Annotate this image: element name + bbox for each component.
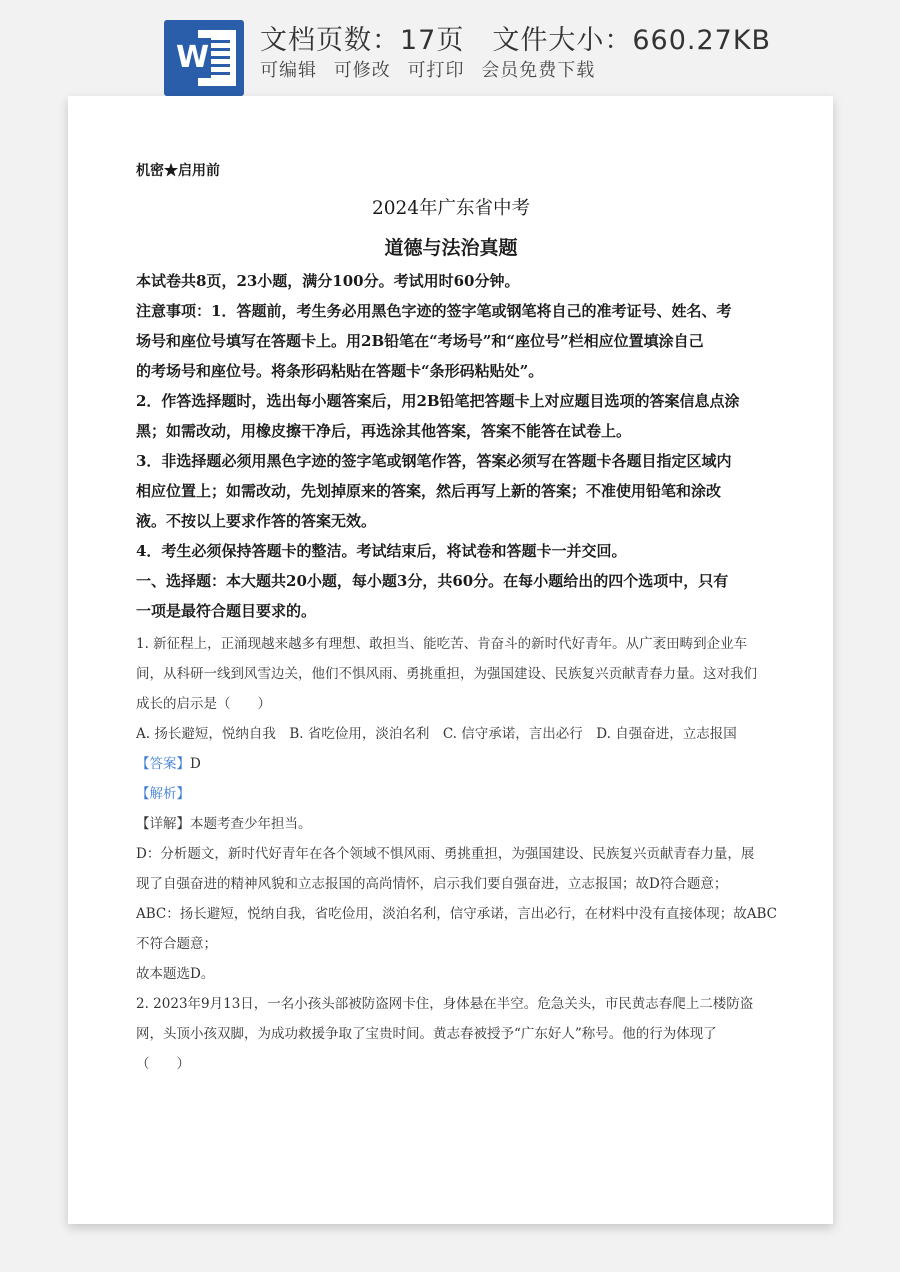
question-1-options: A. 扬长避短，悦纳自我 B. 省吃俭用，淡泊名利 C. 信守承诺，言出必行 D. 自强奋进，立志报国: [136, 726, 737, 742]
download-banner: [0, 0, 900, 100]
section-heading: 一、选择题：本大题共20小题，每小题3分，共60分。在每小题给出的四个选项中，只有: [136, 572, 729, 590]
note-line: 黑；如需改动，用橡皮擦干净后，再选涂其他答案，答案不能答在试卷上。: [136, 422, 632, 440]
feature-editable: 可编辑: [260, 60, 317, 81]
question-2-stem: （ ）: [136, 1056, 190, 1072]
note-line: 4．考生必须保持答题卡的整洁。考试结束后，将试卷和答题卡一并交回。: [136, 542, 627, 560]
note-line: 2．作答选择题时，选出每小题答案后，用2B铅笔把答题卡上对应题目选项的答案信息点涂: [136, 392, 740, 410]
note-line: 场号和座位号填写在答题卡上。用2B铅笔在“考场号”和“座位号”栏相应位置填涂自己: [136, 332, 704, 350]
page-count: 文档页数：17页: [260, 25, 465, 56]
analysis-label: 【解析】: [136, 786, 190, 802]
note-line: 的考场号和座位号。将条形码粘贴在答题卡“条形码粘贴处”。: [136, 362, 544, 380]
question-2-stem: 2. 2023年9月13日，一名小孩头部被防盗网卡住，身体悬在半空。危急关头，市民黄志春爬上二楼防盗: [136, 996, 754, 1012]
question-1-stem: 1. 新征程上，正涌现越来越多有理想、敢担当、能吃苦、肯奋斗的新时代好青年。从广袤田畴到企业车: [136, 636, 748, 652]
detail-value: 本题考查少年担当。: [190, 816, 312, 832]
exam-title-line1: 2024年广东省中考: [371, 198, 531, 219]
note-line: 相应位置上；如需改动，先划掉原来的答案，然后再写上新的答案；不准使用铅笔和涂改: [136, 482, 722, 500]
question-1-stem: 间，从科研一线到风雪边关，他们不惧风雨、勇挑重担，为强国建设、民族复兴贡献青春力量。这对我们: [136, 666, 757, 682]
analysis-line: [136, 782, 190, 802]
explanation-line: ABC：扬长避短，悦纳自我，省吃俭用，淡泊名利，信守承诺，言出必行，在材料中没有直接体现；故ABC: [136, 906, 777, 922]
note-line: 液。不按以上要求作答的答案无效。: [136, 512, 377, 530]
feature-list: [260, 56, 605, 82]
exam-title-line2: 道德与法治真题: [384, 237, 518, 259]
answer-line: [136, 752, 201, 772]
explanation-line: 不符合题意；: [136, 936, 217, 952]
detail-label: 【详解】: [136, 816, 190, 832]
explanation-line: D：分析题文，新时代好青年在各个领域不惧风雨、勇挑重担，为强国建设、民族复兴贡献青春力量，展: [136, 846, 755, 862]
file-size: 文件大小：660.27KB: [492, 25, 772, 56]
detail-line: [136, 812, 312, 832]
feature-modifiable: 可修改: [333, 60, 391, 81]
note-line: 注意事项：1．答题前，考生务必用黑色字迹的签字笔或钢笔将自己的准考证号、姓名、考: [136, 302, 732, 320]
feature-free-download: 会员免费下载: [481, 60, 596, 81]
note-line: 3．非选择题必须用黑色字迹的签字笔或钢笔作答，答案必须写在答题卡各题目指定区域内: [136, 452, 732, 470]
explanation-line: 现了自强奋进的精神风貌和立志报国的高尚情怀，启示我们要自强奋进，立志报国；故D符合题意；: [136, 876, 728, 892]
question-2-stem: 网，头顶小孩双脚，为成功救援争取了宝贵时间。黄志春被授予“广东好人”称号。他的行为体现了: [136, 1026, 717, 1042]
answer-value: D: [190, 756, 201, 772]
section-heading: 一项是最符合题目要求的。: [136, 602, 317, 620]
document-page: [68, 96, 833, 1224]
file-info-title: [260, 18, 771, 57]
answer-label: 【答案】: [136, 756, 190, 772]
word-document-icon: [164, 20, 244, 96]
word-w-letter: W: [174, 38, 211, 78]
question-1-stem: 成长的启示是（ ）: [136, 696, 271, 712]
exam-intro: 本试卷共8页，23小题，满分100分。考试用时60分钟。: [136, 272, 520, 290]
secret-mark: 机密★启用前: [136, 163, 220, 179]
feature-printable: 可打印: [407, 60, 465, 81]
explanation-line: 故本题选D。: [136, 966, 215, 982]
